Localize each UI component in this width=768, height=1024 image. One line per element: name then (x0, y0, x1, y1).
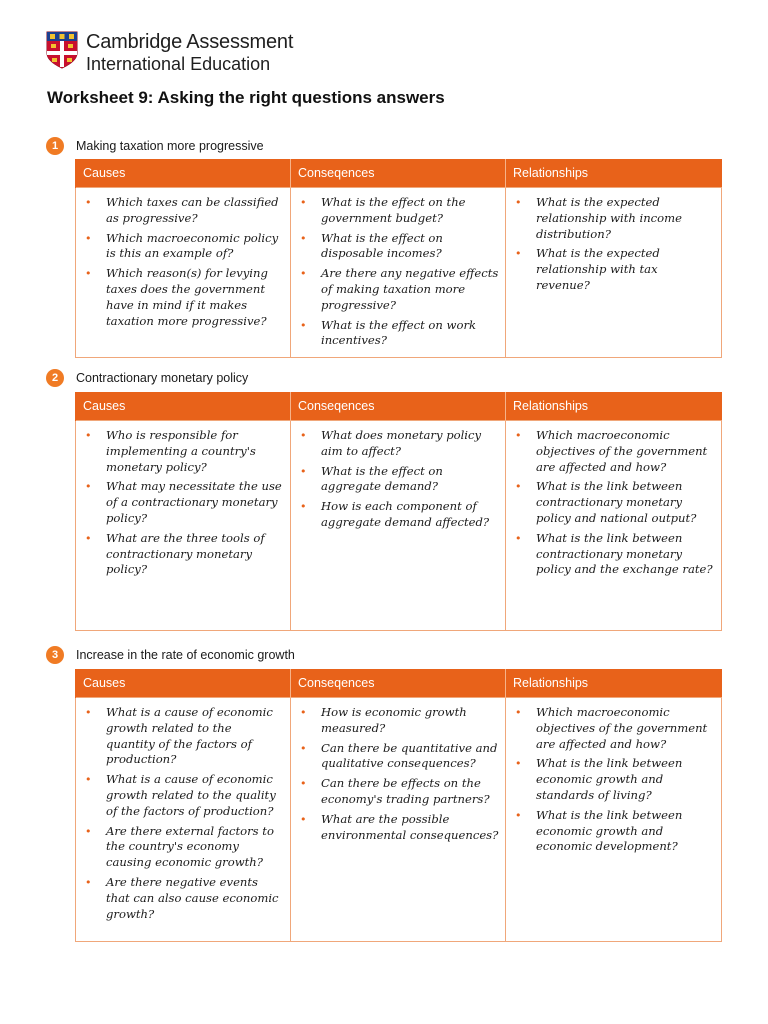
question-item: • What are the possible environmental consequences? (300, 811, 499, 842)
question-item: • Which macroeconomic policy is this an example of? (85, 230, 279, 261)
bullet-icon: • (300, 196, 307, 209)
bullet-icon: • (85, 480, 92, 494)
question-item: • Which macroeconomic objectives of the government are affected and how? (515, 428, 708, 474)
question-item: • Are there any negative effects of making taxation more progressive? (300, 266, 499, 312)
question-item: • What is a cause of economic growth related to the quality of the factors of production? (85, 772, 276, 818)
relationships-cell (506, 421, 722, 631)
questions-table (75, 669, 722, 942)
question-item: • What is the link between economic growth and standards of living? (515, 756, 683, 802)
bullet-icon: • (300, 706, 307, 719)
section-title: Making taxation more progressive (76, 139, 264, 153)
bullet-icon: • (300, 741, 307, 755)
section-1 (46, 138, 722, 348)
section-3 (46, 647, 722, 921)
bullet-icon: • (515, 757, 522, 771)
question-item: • What is the expected relationship with tax revenue? (515, 246, 660, 292)
question-item: • Which reason(s) for levying taxes does the government have in mind if it makes taxation more progressive? (85, 266, 268, 328)
section-title: Contractionary monetary policy (76, 371, 249, 385)
question-item: • What is a cause of economic growth related to the quantity of the factors of production? (85, 705, 273, 767)
question-item: • What is the effect on work incentives? (300, 317, 477, 348)
causes-cell (76, 421, 291, 631)
column-header-consequences: Conseqences (291, 669, 506, 698)
bullet-icon: • (85, 875, 92, 889)
question-item: • What is the effect on disposable incomes? (300, 230, 443, 261)
question-item: • Are there external factors to the country's economy causing economic growth? (85, 823, 274, 870)
questions-table (75, 159, 722, 358)
question-item: • Which macroeconomic objectives of the government are affected and how? (515, 705, 708, 751)
section-number-badge: 2 (46, 369, 64, 387)
bullet-icon: • (300, 429, 307, 442)
bullet-icon: • (300, 231, 307, 245)
column-header-relationships: Relationships (506, 669, 722, 698)
question-item: • How is economic growth measured? (300, 705, 467, 735)
bullet-icon: • (85, 706, 92, 719)
question-item: • Can there be quantitative and qualitative consequences? (300, 740, 498, 771)
question-item: • Which taxes can be classified as progressive? (85, 195, 279, 225)
question-item: • Who is responsible for implementing a country's monetary policy? (85, 428, 256, 474)
consequences-cell (291, 421, 506, 631)
page-title: Worksheet 9: Asking the right questions answers (47, 88, 445, 107)
cambridge-shield-icon (46, 31, 78, 69)
column-header-relationships: Relationships (506, 159, 722, 188)
questions-table (75, 392, 722, 631)
question-item: • What is the effect on aggregate demand? (300, 463, 443, 494)
org-name-line1: Cambridge Assessment (86, 31, 294, 53)
question-item: • What does monetary policy aim to affect? (300, 428, 482, 458)
bullet-icon: • (85, 196, 92, 209)
column-header-causes: Causes (76, 392, 291, 421)
column-header-causes: Causes (76, 669, 291, 698)
consequences-cell (291, 698, 506, 942)
relationships-cell (506, 698, 722, 942)
bullet-icon: • (85, 429, 92, 442)
org-name-line2: International Education (86, 54, 271, 74)
bullet-icon: • (85, 267, 92, 281)
column-header-causes: Causes (76, 159, 291, 188)
bullet-icon: • (515, 196, 522, 209)
bullet-icon: • (515, 706, 522, 719)
bullet-icon: • (300, 812, 307, 826)
bullet-icon: • (300, 318, 307, 332)
question-item: • What may necessitate the use of a contractionary monetary policy? (85, 479, 282, 525)
question-item: • How is each component of aggregate demand affected? (300, 499, 490, 529)
question-item: • What is the expected relationship with income distribution? (515, 195, 683, 241)
question-item: • What is the effect on the government budget? (300, 195, 466, 225)
bullet-icon: • (300, 464, 307, 478)
consequences-cell (291, 188, 506, 358)
bullet-icon: • (300, 500, 307, 514)
bullet-icon: • (85, 824, 92, 838)
question-item: • What is the link between contractionary monetary policy and the exchange rate? (515, 530, 713, 577)
bullet-icon: • (300, 777, 307, 791)
section-2 (46, 370, 722, 577)
relationships-cell (506, 188, 722, 358)
bullet-icon: • (515, 429, 522, 442)
question-item: • What is the link between contractionary monetary policy and national output? (515, 479, 697, 525)
bullet-icon: • (85, 773, 92, 787)
bullet-icon: • (515, 480, 522, 494)
column-header-consequences: Conseqences (291, 392, 506, 421)
bullet-icon: • (515, 808, 522, 822)
section-number-badge: 1 (46, 137, 64, 155)
bullet-icon: • (515, 531, 522, 545)
question-item: • What are the three tools of contractionary monetary policy? (85, 530, 265, 577)
cambridge-logo (46, 31, 293, 73)
column-header-relationships: Relationships (506, 392, 722, 421)
bullet-icon: • (300, 267, 307, 281)
causes-cell (76, 188, 291, 358)
question-item: • Can there be effects on the economy's trading partners? (300, 776, 490, 806)
question-item: • Are there negative events that can also cause economic growth? (85, 874, 279, 921)
question-item: • What is the link between economic growth and economic development? (515, 807, 683, 854)
bullet-icon: • (85, 531, 92, 545)
causes-cell (76, 698, 291, 942)
section-title: Increase in the rate of economic growth (76, 648, 295, 662)
bullet-icon: • (515, 247, 522, 261)
bullet-icon: • (85, 231, 92, 245)
section-number-badge: 3 (46, 646, 64, 664)
column-header-consequences: Conseqences (291, 159, 506, 188)
